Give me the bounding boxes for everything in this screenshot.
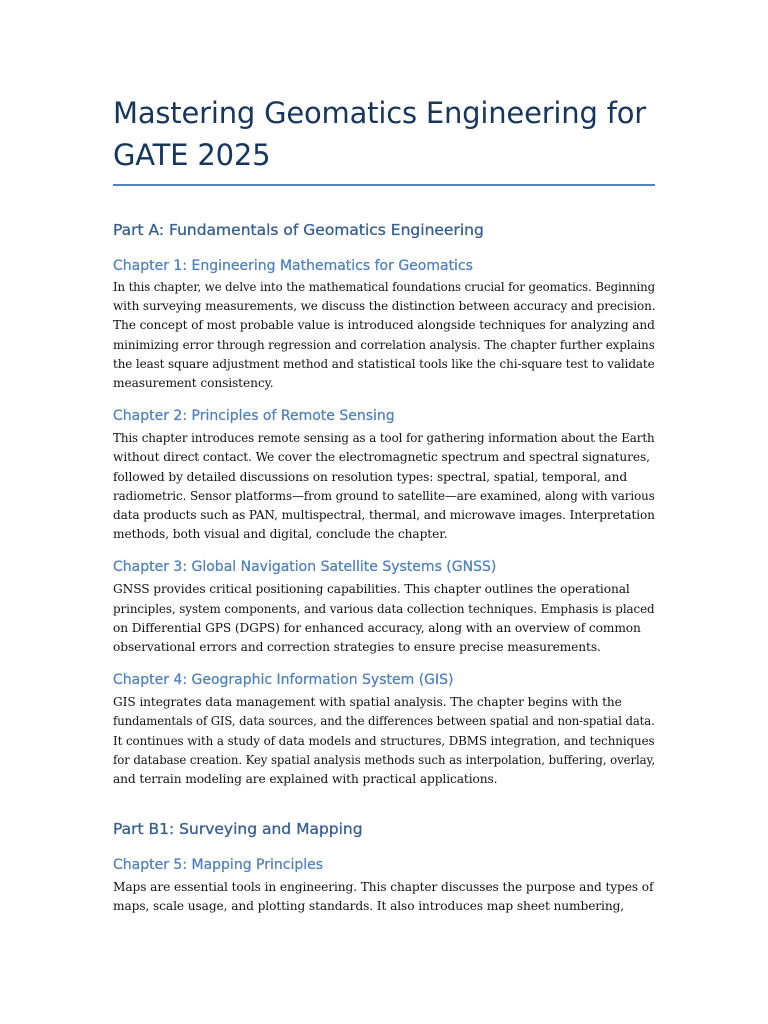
document-title (113, 0, 655, 176)
chapter-3-body (113, 580, 655, 657)
title-line-1: Mastering Geomatics Engineering for (113, 96, 646, 130)
body-line: maps, scale usage, and plotting standards. It also introduces map sheet numbering, (113, 899, 625, 914)
body-line: with surveying measurements, we discuss the distinction between accuracy and precision. (113, 299, 656, 314)
chapter-5-body (113, 878, 655, 916)
chapter-3-heading: Chapter 3: Global Navigation Satellite Systems (GNSS) (113, 559, 497, 576)
chapter-4-body (113, 693, 655, 789)
body-line: and terrain modeling are explained with practical applications. (113, 772, 498, 787)
body-line: GIS integrates data management with spatial analysis. The chapter begins with the (113, 695, 622, 710)
body-line: fundamentals of GIS, data sources, and the differences between spatial and non-spatial data. (113, 714, 655, 729)
body-line: It continues with a study of data models and structures, DBMS integration, and techniques (113, 733, 655, 748)
body-line: measurement consistency. (113, 376, 274, 391)
body-line: The concept of most probable value is introduced alongside techniques for analyzing and (113, 318, 655, 333)
title-line-2: GATE 2025 (113, 138, 271, 172)
body-line: for database creation. Key spatial analysis methods such as interpolation, buffering, overlay, (113, 752, 656, 767)
body-line: data products such as PAN, multispectral, thermal, and microwave images. Interpretation (113, 508, 655, 523)
chapter-4-heading: Chapter 4: Geographic Information System (GIS) (113, 672, 454, 689)
body-line: principles, system components, and various data collection techniques. Emphasis is placed (113, 601, 655, 616)
chapter-5-heading: Chapter 5: Mapping Principles (113, 857, 324, 874)
body-line: Maps are essential tools in engineering. This chapter discusses the purpose and types of (113, 880, 654, 895)
chapter-2-body (113, 429, 655, 544)
body-line: This chapter introduces remote sensing as a tool for gathering information about the Earth (113, 431, 655, 446)
body-line: methods, both visual and digital, conclude the chapter. (113, 527, 448, 542)
chapter-2-heading: Chapter 2: Principles of Remote Sensing (113, 408, 395, 425)
body-line: followed by detailed discussions on resolution types: spectral, spatial, temporal, and (113, 469, 628, 484)
body-line: radiometric. Sensor platforms—from ground to satellite—are examined, along with various (113, 488, 655, 503)
body-line: on Differential GPS (DGPS) for enhanced accuracy, along with an overview of common (113, 620, 641, 635)
body-line: minimizing error through regression and correlation analysis. The chapter further explains (113, 337, 655, 352)
body-line: observational errors and correction strategies to ensure precise measurements. (113, 640, 601, 655)
chapter-1-body (113, 278, 655, 393)
chapter-1-heading: Chapter 1: Engineering Mathematics for Geomatics (113, 258, 473, 274)
document-page (113, 0, 655, 917)
part-a-heading: Part A: Fundamentals of Geomatics Engineering (113, 221, 484, 239)
body-line: In this chapter, we delve into the mathematical foundations crucial for geomatics. Beginning (113, 280, 656, 294)
body-line: without direct contact. We cover the electromagnetic spectrum and spectral signatures, (113, 450, 650, 465)
part-b1-heading: Part B1: Surveying and Mapping (113, 820, 363, 839)
body-line: the least square adjustment method and statistical tools like the chi-square test to validate (113, 356, 655, 371)
body-line: GNSS provides critical positioning capabilities. This chapter outlines the operational (113, 582, 630, 597)
title-underline (113, 184, 655, 186)
